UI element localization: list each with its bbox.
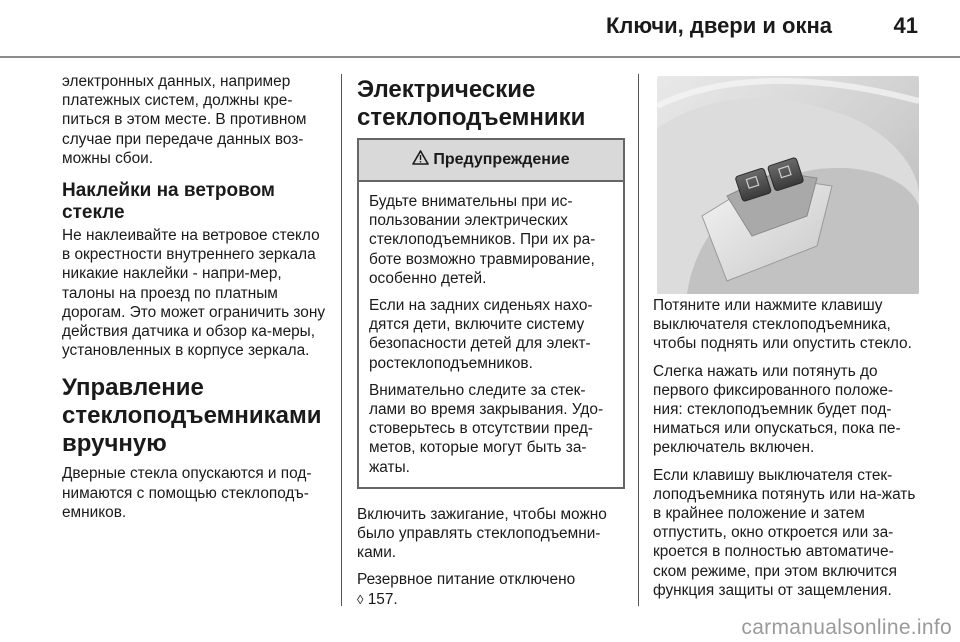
instruction-paragraph: Если клавишу выключателя стек-лоподъемника потянуть или на-жать в крайнее положение и затем отпустить, окно откроется или за-кроется в полностью автоматиче-ском режиме, при этом включится функция защиты от защемления. [653, 466, 916, 599]
section-heading-stickers: Наклейки на ветровом стекле [62, 180, 275, 224]
section-heading-manual-windows: Управление стеклоподъемниками вручную [62, 374, 322, 458]
warning-box [357, 138, 625, 489]
column-right [653, 296, 919, 608]
instruction-paragraph: Потяните или нажмите клавишу выключателя стеклоподъемника, чтобы поднять или опустить стекло. [653, 297, 912, 353]
manual-windows-paragraph: Дверные стекла опускаются и под-нимаются с помощью стеклоподъ-емников. [62, 465, 312, 521]
watermark: carmanualsonline.info [741, 616, 952, 639]
column-middle [357, 72, 625, 617]
page-reference-link[interactable]: 157. [367, 590, 398, 608]
warning-header [359, 140, 623, 182]
page-reference-icon: ◊ [357, 591, 364, 607]
intro-paragraph: электронных данных, например платежных систем, должны кре-питься в этом месте. В противном случае при передаче данных воз-можны сбои. [62, 73, 307, 167]
section-heading-power-windows: Электрические стеклоподъемники [357, 76, 586, 131]
warning-paragraph: Внимательно следите за стек-лами во время закрывания. Удо-стоверьтесь в отсутствии пред-метов, которые могут быть за-жаты. [369, 381, 604, 476]
header-divider [0, 56, 960, 58]
stickers-paragraph: Не наклеивайте на ветровое стекло в окрестности внутреннего зеркала никакие наклейки - напри-мер, талоны на проезд по платным дорогам. Это может ограничить зону действия датчика и обзор ка-меры, установленных в корпусе зеркала. [62, 227, 326, 360]
chapter-title: Ключи, двери и окна [606, 13, 832, 38]
backup-power-text: Резервное питание отключено [357, 571, 576, 589]
warning-paragraph: Если на задних сиденьях нахо-дятся дети, включите систему безопасности детей для элект-ростеклоподъемников. [369, 297, 593, 372]
backup-power-paragraph [357, 570, 625, 608]
page-number: 41 [893, 13, 918, 38]
warning-body [359, 182, 623, 487]
ignition-paragraph: Включить зажигание, чтобы можно было управлять стеклоподъемни-ками. [357, 505, 607, 562]
warning-triangle-icon [412, 150, 429, 170]
window-switch-photo [657, 76, 919, 294]
warning-paragraph: Будьте внимательны при ис-пользовании электрических стеклоподъемников. При их ра-боте возможно травмирование, особенно детей. [369, 193, 596, 287]
page-header [0, 0, 960, 58]
column-left [62, 72, 328, 530]
instruction-paragraph: Слегка нажать или потянуть до первого фиксированного положе-ния: стеклоподъемник будет под-ниматься или опускаться, пока пе-реключатель включен. [653, 362, 901, 457]
column-divider [341, 74, 342, 606]
warning-title: Предупреждение [433, 151, 570, 169]
column-divider [638, 74, 639, 606]
